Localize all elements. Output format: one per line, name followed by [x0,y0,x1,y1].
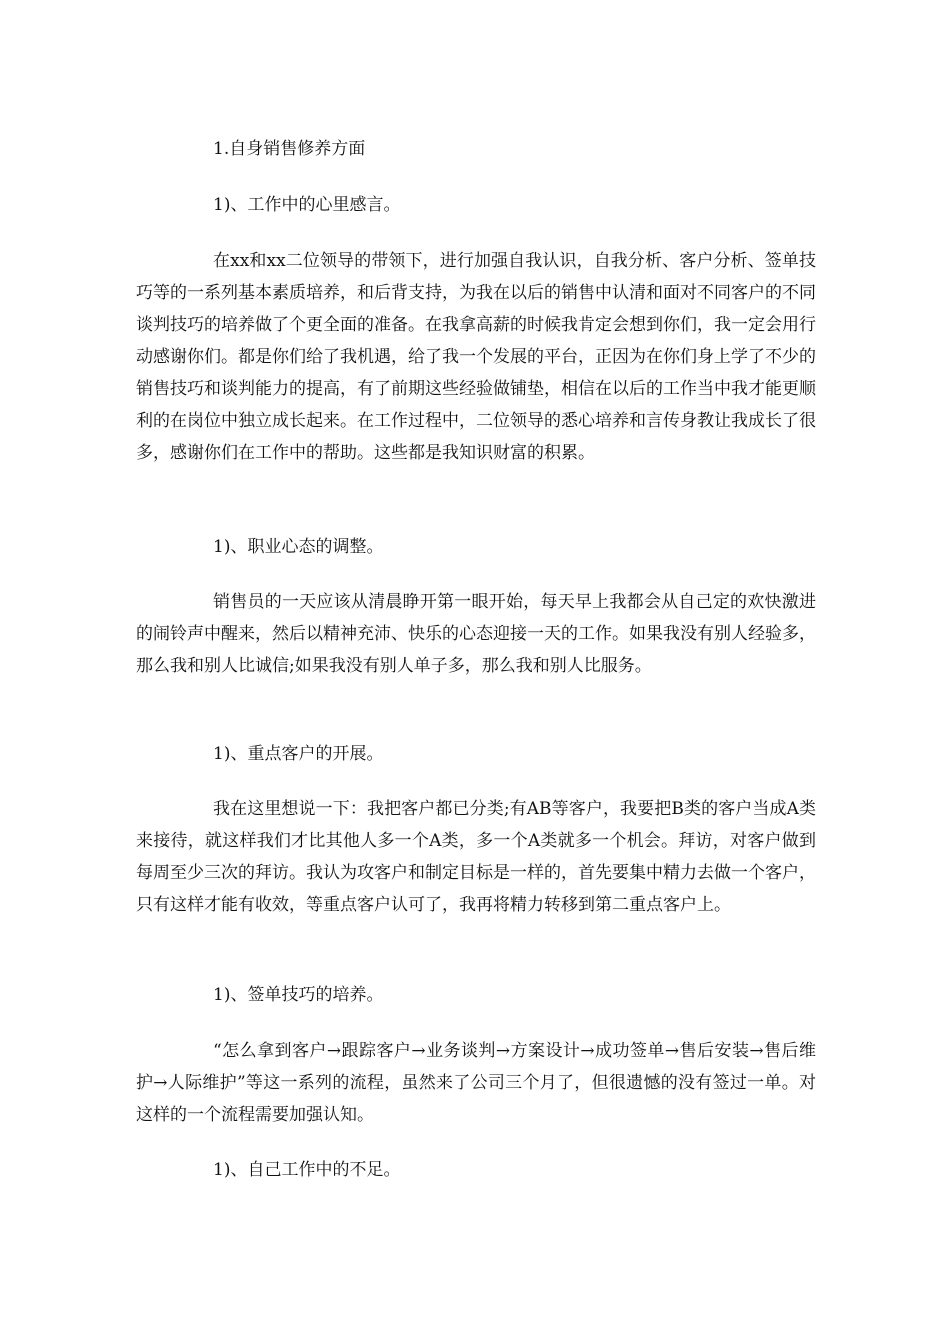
paragraph-career-mindset: 销售员的一天应该从清晨睁开第一眼开始，每天早上我都会从自己定的欢快激进的闹铃声中醒来，然后以精神充沛、快乐的心态迎接一天的工作。如果我没有别人经验多，那么我和别人比诚信;如果我没有别人单子多，那么我和别人比服务。 [136,592,816,676]
section-title: 1.自身销售修养方面 [213,139,366,159]
subheading-key-clients: 1)、重点客户的开展。 [213,744,384,764]
subheading-career-mindset: 1)、职业心态的调整。 [213,537,384,557]
subheading-work-feelings: 1)、工作中的心里感言。 [213,195,401,215]
paragraph-work-feelings: 在xx和xx二位领导的带领下，进行加强自我认识，自我分析、客户分析、签单技巧等的一系列基本素质培养，和后背支持，为我在以后的销售中认清和面对不同客户的不同谈判技巧的培养做了个更全面的准备。在我拿高薪的时候我肯定会想到你们，我一定会用行动感谢你们。都是你们给了我机遇，给了我一个发展的平台，正因为在你们身上学了不少的销售技巧和谈判能力的提高，有了前期这些经验做铺垫，相信在以后的工作当中我才能更顺利的在岗位中独立成长起来。在工作过程中，二位领导的悉心培养和言传身教让我成长了很多，感谢你们在工作中的帮助。这些都是我知识财富的积累。 [136,251,816,463]
subheading-signing-skills: 1)、签单技巧的培养。 [213,985,384,1005]
paragraph-signing-skills: “怎么拿到客户→跟踪客户→业务谈判→方案设计→成功签单→售后安装→售后维护→人际维护”等这一系列的流程，虽然来了公司三个月了，但很遗憾的没有签过一单。对这样的一个流程需要加强认知。 [136,1041,816,1125]
subheading-shortcomings: 1)、自己工作中的不足。 [213,1160,401,1180]
paragraph-key-clients: 我在这里想说一下：我把客户都已分类;有AB等客户，我要把B类的客户当成A类来接待，就这样我们才比其他人多一个A类，多一个A类就多一个机会。拜访，对客户做到每周至少三次的拜访。我认为攻客户和制定目标是一样的，首先要集中精力去做一个客户，只有这样才能有收效，等重点客户认可了，我再将精力转移到第二重点客户上。 [136,799,816,915]
